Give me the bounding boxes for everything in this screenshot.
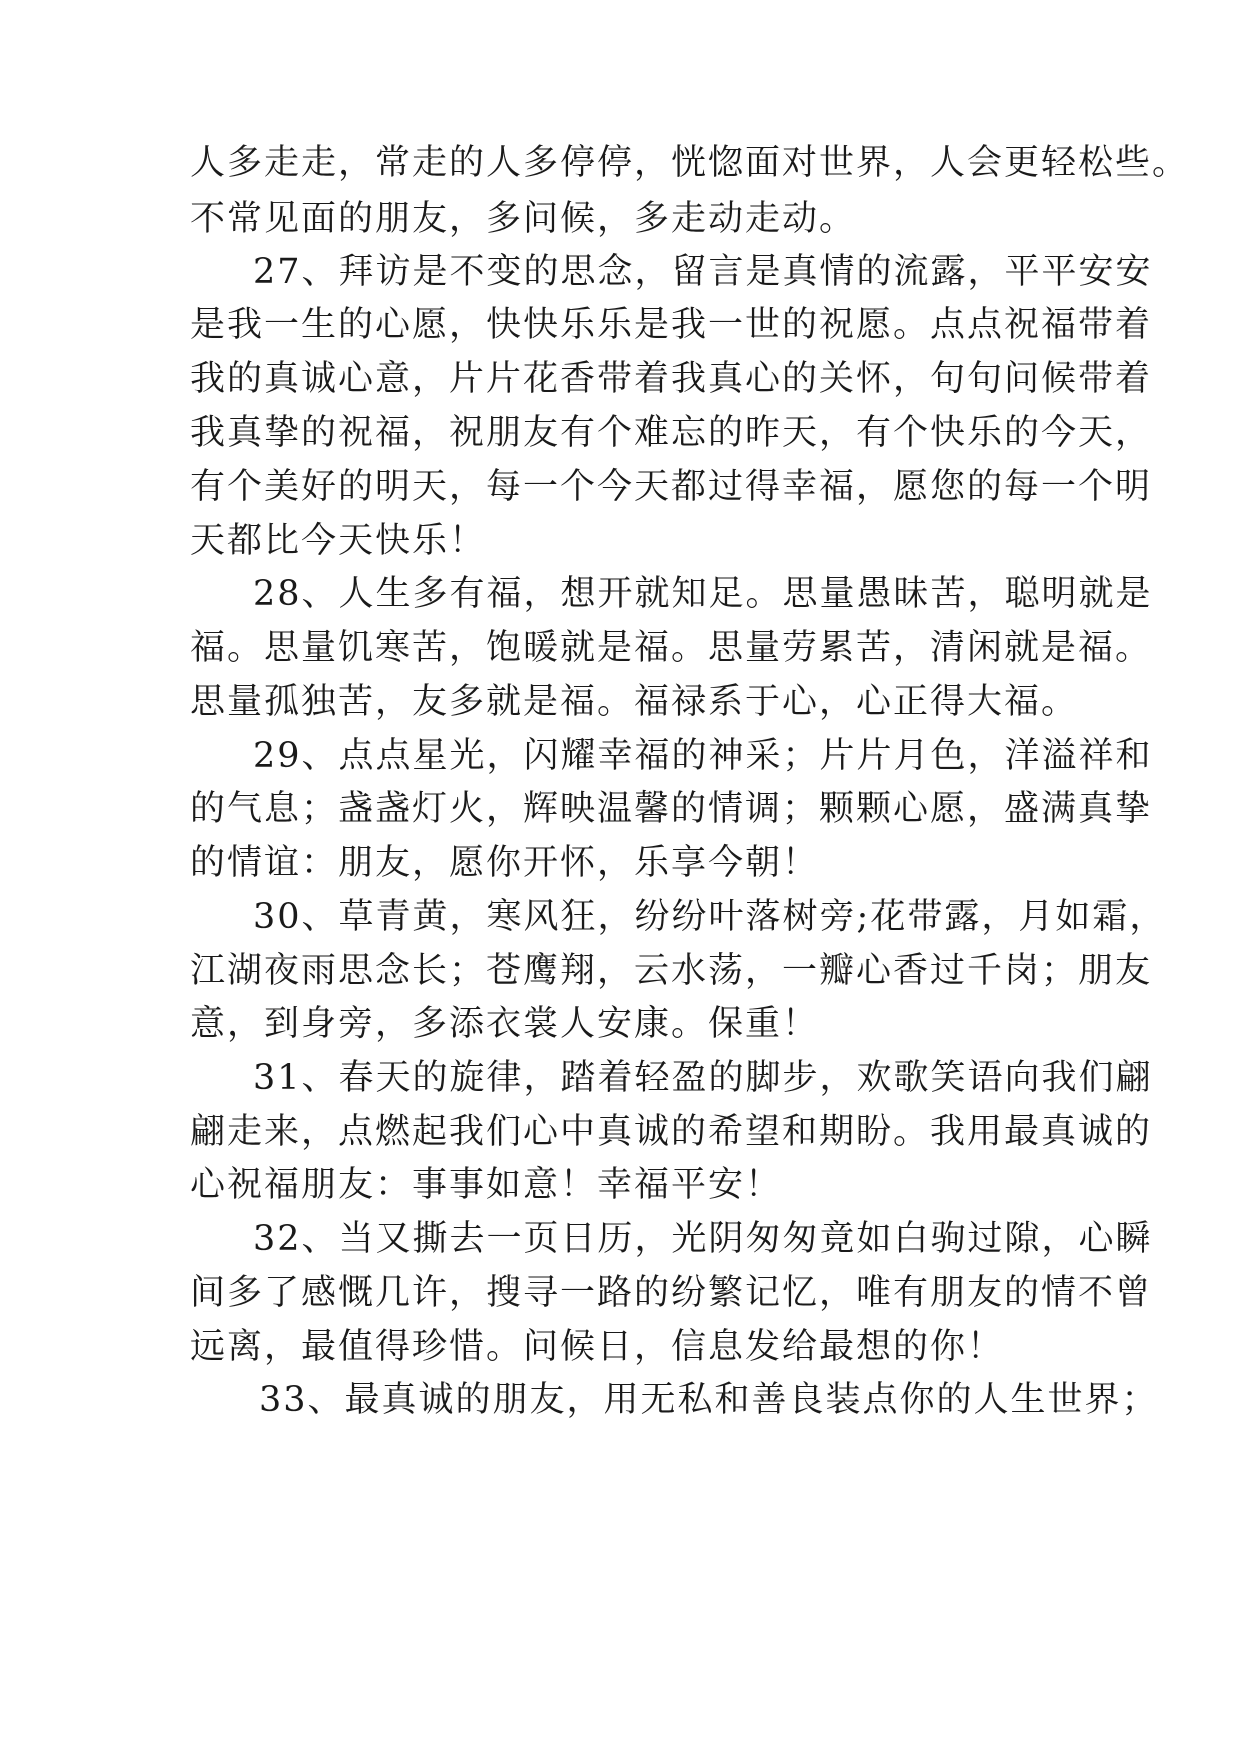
text-line: 福。思量饥寒苦，饱暖就是福。思量劳累苦，清闲就是福。 (190, 628, 1153, 668)
text-line: 思量孤独苦，友多就是福。福禄系于心，心正得大福。 (190, 682, 1079, 722)
paragraph-31-start: 31、春天的旋律，踏着轻盈的脚步，欢歌笑语向我们翩 (253, 1058, 1153, 1098)
text-line: 的情谊：朋友，愿你开怀，乐享今朝！ (190, 843, 820, 883)
paragraph-28-start: 28、人生多有福，想开就知足。思量愚昧苦，聪明就是 (253, 574, 1153, 614)
text-line: 不常见面的朋友，多问候，多走动走动。 (190, 199, 857, 239)
text-line: 江湖夜雨思念长；苍鹰翔，云水荡，一瓣心香过千岗；朋友 (190, 951, 1153, 991)
paragraph-29-start: 29、点点星光，闪耀幸福的神采；片片月色，洋溢祥和 (253, 736, 1153, 776)
text-line: 有个美好的明天，每一个今天都过得幸福，愿您的每一个明 (190, 467, 1153, 507)
text-line: 翩走来，点燃起我们心中真诚的希望和期盼。我用最真诚的 (190, 1112, 1153, 1152)
text-line: 间多了感慨几许，搜寻一路的纷繁记忆，唯有朋友的情不曾 (190, 1273, 1153, 1313)
text-line: 是我一生的心愿，快快乐乐是我一世的祝愿。点点祝福带着 (190, 305, 1153, 345)
text-line: 天都比今天快乐！ (190, 521, 487, 561)
text-line: 心祝福朋友：事事如意！幸福平安！ (190, 1165, 783, 1205)
paragraph-27-start: 27、拜访是不变的思念，留言是真情的流露，平平安安 (253, 252, 1153, 292)
paragraph-33-start: 33、最真诚的朋友，用无私和善良装点你的人生世界； (259, 1380, 1159, 1420)
text-line: 远离，最值得珍惜。问候日，信息发给最想的你！ (190, 1327, 1005, 1367)
text-line: 的气息；盏盏灯火，辉映温馨的情调；颗颗心愿，盛满真挚 (190, 789, 1153, 829)
paragraph-32-start: 32、当又撕去一页日历，光阴匆匆竟如白驹过隙，心瞬 (253, 1219, 1153, 1259)
text-line: 人多走走，常走的人多停停，恍惚面对世界，人会更轻松些。 (190, 143, 1190, 183)
text-line: 我的真诚心意，片片花香带着我真心的关怀，句句问候带着 (190, 359, 1153, 399)
paragraph-30-start: 30、草青黄，寒风狂，纷纷叶落树旁;花带露，月如霜， (253, 897, 1167, 937)
text-line: 我真挚的祝福，祝朋友有个难忘的昨天，有个快乐的今天， (190, 413, 1153, 453)
text-line: 意，到身旁，多添衣裳人安康。保重！ (190, 1004, 820, 1044)
